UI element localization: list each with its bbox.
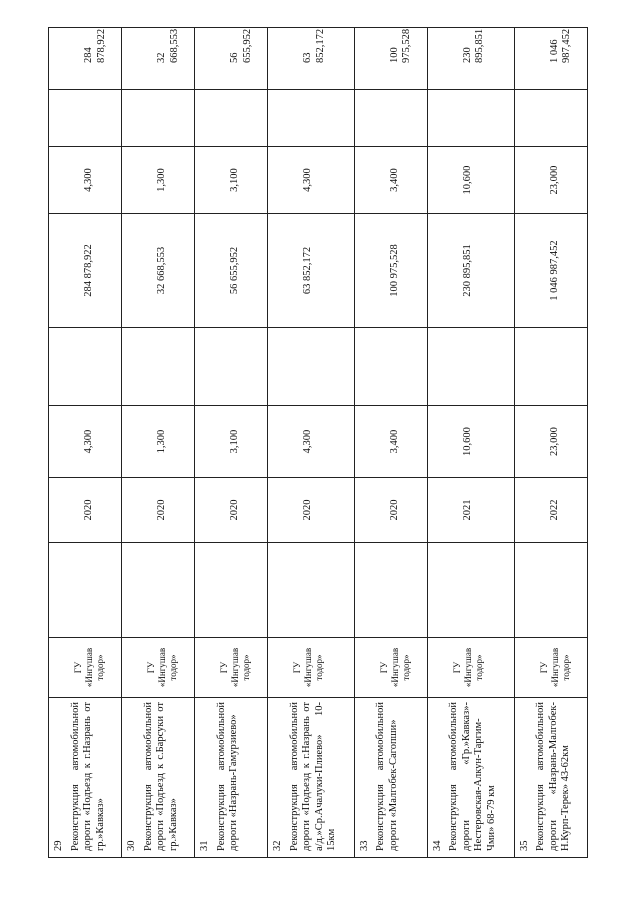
cell-empty (195, 90, 268, 147)
cell-organization (514, 638, 587, 698)
cell-length: 4,300 (268, 406, 355, 478)
row-number: 34 (431, 840, 443, 851)
cell-length-2: 4,300 (268, 147, 355, 214)
cell-empty (195, 328, 268, 406)
cell-length: 10,600 (427, 406, 514, 478)
cell-amount: 1 046 987,452 (514, 214, 587, 328)
rotated-table-wrapper (48, 28, 588, 858)
cell-empty (427, 328, 514, 406)
cell-empty (354, 543, 427, 638)
org-line-2: «Ингушав (84, 647, 94, 688)
cell-organization (268, 638, 355, 698)
cell-length: 4,300 (49, 406, 122, 478)
org-line-3: тодор» (314, 654, 324, 681)
cell-length-2: 10,600 (427, 147, 514, 214)
cell-length-2: 3,100 (195, 147, 268, 214)
org-line-2: «Ингушав (389, 647, 400, 688)
cell-year: 2020 (268, 478, 355, 543)
cell-empty (514, 328, 587, 406)
cell-length: 3,100 (195, 406, 268, 478)
org-line-3: тодор» (400, 654, 411, 681)
org-line-1: ГУ (219, 661, 229, 674)
org-line-2: «Ингушав (230, 647, 240, 688)
cell-total: 230 895,851 (427, 28, 514, 90)
cell-empty (49, 328, 122, 406)
cell-year: 2022 (514, 478, 587, 543)
project-name: Реконструкция автомобильной дороги «Гр.»Кавказ»-Нестеровская-Алкун-Таргим-Чми» 68-79 км (448, 702, 497, 851)
cell-empty (268, 543, 355, 638)
cell-empty (427, 90, 514, 147)
cell-organization (49, 638, 122, 698)
cell-name (268, 698, 355, 858)
table-row (195, 28, 268, 858)
project-name: Реконструкция автомобильной дороги «Подъезд к г.Назрань от гр.»Кавказ» (69, 702, 106, 851)
project-name: Реконструкция автомобильной дороги «Подъезд к г.Назрань от а/д.»Ср.Ачалуки-Плиево» 10-15км (288, 702, 337, 851)
cell-organization (354, 638, 427, 698)
cell-empty (122, 328, 195, 406)
org-line-3: тодор» (95, 654, 105, 681)
org-line-1: ГУ (292, 661, 302, 674)
cell-length: 23,000 (514, 406, 587, 478)
cell-total: 63 852,172 (268, 28, 355, 90)
cell-name (427, 698, 514, 858)
cell-amount: 100 975,528 (354, 214, 427, 328)
cell-name (514, 698, 587, 858)
cell-amount: 284 878,922 (49, 214, 122, 328)
cell-length: 1,300 (122, 406, 195, 478)
cell-name (195, 698, 268, 858)
table-row (514, 28, 587, 858)
cell-length-2: 1,300 (122, 147, 195, 214)
cell-year: 2020 (49, 478, 122, 543)
cell-length-2: 3,400 (354, 147, 427, 214)
row-number: 32 (272, 840, 283, 851)
table-row (122, 28, 195, 858)
cell-year: 2020 (354, 478, 427, 543)
org-line-1: ГУ (378, 661, 389, 674)
org-line-3: тодор» (560, 654, 571, 681)
table-row (49, 28, 122, 858)
table-row (354, 28, 427, 858)
cell-amount: 230 895,851 (427, 214, 514, 328)
cell-total: 56 655,952 (195, 28, 268, 90)
cell-year: 2021 (427, 478, 514, 543)
cell-length-2: 4,300 (49, 147, 122, 214)
project-name: Реконструкция автомобильной дороги «Подъезд к с.Барсуки от гр.»Кавказ» (142, 702, 179, 851)
org-line-1: ГУ (146, 661, 156, 674)
project-name: Реконструкция автомобильной дороги «Назрань-Гамурзиево» (215, 702, 239, 851)
cell-empty (268, 90, 355, 147)
cell-empty (195, 543, 268, 638)
cell-year: 2020 (122, 478, 195, 543)
cell-empty (354, 328, 427, 406)
row-number: 31 (199, 840, 210, 851)
org-line-1: ГУ (73, 661, 83, 674)
cell-empty (49, 543, 122, 638)
row-number: 30 (126, 840, 137, 851)
cell-amount: 63 852,172 (268, 214, 355, 328)
cell-empty (427, 543, 514, 638)
cell-empty (354, 90, 427, 147)
cell-organization (122, 638, 195, 698)
row-number: 29 (53, 840, 64, 851)
org-line-1: ГУ (538, 661, 549, 674)
cell-name (49, 698, 122, 858)
cell-total: 1 046 987,452 (514, 28, 587, 90)
cell-total: 32 668,553 (122, 28, 195, 90)
cell-name (122, 698, 195, 858)
cell-empty (268, 328, 355, 406)
org-line-1: ГУ (451, 661, 462, 674)
cell-total: 100 975,528 (354, 28, 427, 90)
cell-length: 3,400 (354, 406, 427, 478)
cell-amount: 32 668,553 (122, 214, 195, 328)
row-number: 33 (358, 840, 370, 851)
cell-empty (514, 90, 587, 147)
org-line-3: тодор» (241, 654, 251, 681)
org-line-2: «Ингушав (462, 647, 473, 688)
org-line-2: «Ингушав (549, 647, 560, 688)
project-name: Реконструкция автомобильной дороги «Малгобек-Сагопши» (375, 702, 399, 851)
cell-empty (122, 543, 195, 638)
cell-name (354, 698, 427, 858)
project-name: Реконструкция автомобильной дороги «Назрань-Малгобек-Н.Курп-Терек» 43-62км (535, 702, 572, 851)
projects-table (48, 27, 588, 858)
cell-total: 284 878,922 (49, 28, 122, 90)
org-line-3: тодор» (473, 654, 484, 681)
table-row (268, 28, 355, 858)
cell-year: 2020 (195, 478, 268, 543)
org-line-3: тодор» (168, 654, 178, 681)
org-line-2: «Ингушав (157, 647, 167, 688)
cell-organization (195, 638, 268, 698)
cell-organization (427, 638, 514, 698)
cell-empty (514, 543, 587, 638)
org-line-2: «Ингушав (303, 647, 313, 688)
row-number: 35 (518, 840, 530, 851)
cell-empty (122, 90, 195, 147)
table-row (427, 28, 514, 858)
cell-length-2: 23,000 (514, 147, 587, 214)
cell-amount: 56 655,952 (195, 214, 268, 328)
cell-empty (49, 90, 122, 147)
